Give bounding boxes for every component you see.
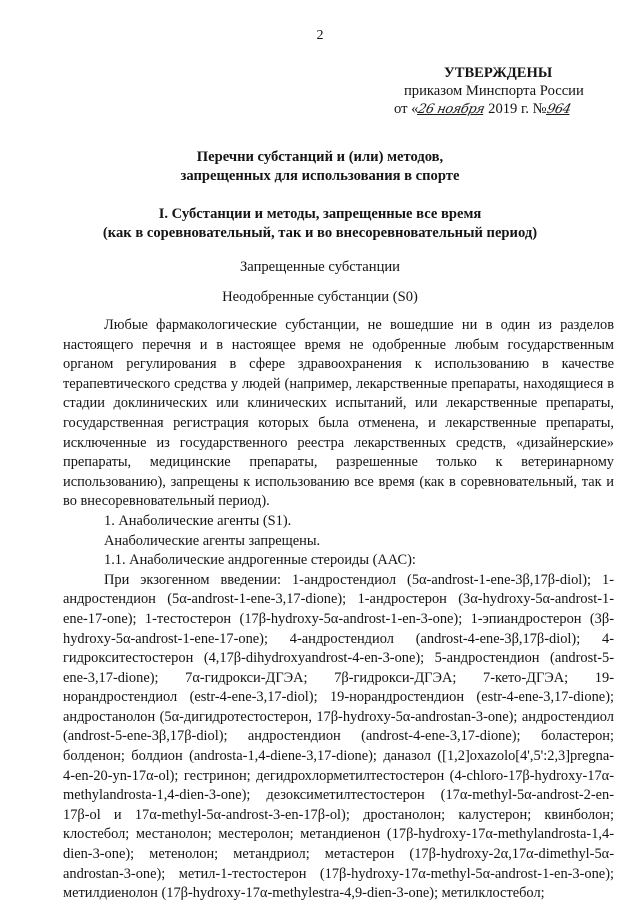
section-line-1: I. Субстанции и методы, запрещенные все время bbox=[158, 206, 482, 222]
subheading-prohibited-substances: Запрещенные субстанции bbox=[239, 259, 400, 275]
section-heading bbox=[0, 205, 640, 243]
paragraph-substance-list: При экзогенном введении: 1-андростендиол (5α-androst-1-ene-3β,17β-diol); 1-андростендион (5α-androst-1-ene-3,17-dione); 1-андростерон (3α-hydroxy-5α-androst-1-ene-17-one); 1-тестостерон (17β-hydroxy-5α-androst-1-en-3-one); 1-эпиандростерон (3β-hydroxy-5α-androst-1-ene-17-one); 4-андростендиол (androst-4-ene-3β,17β-diol); 4-гидрокситестостерон (4,17β-dihydroxyandrost-4-en-3-one); 5-андростендион (androst-5-ene-3,17-dione); 7α-гидрокси-ДГЭА; 7β-гидрокси-ДГЭА; 7-кето-ДГЭА; 19-норандростендиол (estr-4-ene-3,17-diol); 19-норандростендион (estr-4-ene-3,17-dione); андростанолон (5α-дигидротестостерон, 17β-hydroxy-5α-androstan-3-one); андростендиол (androst-5-ene-3β,17β-diol); андростендион (androst-4-ene-3,17-dione); боластерон; болденон; болдион (androsta-1,4-diene-3,17-dione); даназол ([1,2]oxazolo[4',5':2,3]pregna-4-en-20-yn-17α-ol); гестринон; дегидрохлорметилтестостерон (4-chloro-17β-hydroxy-17α-methylandrosta-1,4-dien-3-one); дезоксиметилтестостерон (17α-methyl-5α-androst-2-en-17β-ol и 17α-methyl-5α-androst-3-en-17β-ol); дростанолон; калустерон; квинболон; клостебол; местанолон; местеролон; метандиенон (17β-hydroxy-17α-methylandrosta-1,4-dien-3-one); метенолон; метандриол; метастерон (17β-hydroxy-2α,17α-dimethyl-5α-androstan-3-one); метил-1-тестостерон (17β-hydroxy-17α-methyl-5α-androst-1-en-3-one); метилдиенолон (17β-hydroxy-17α-methylestra-4,9-dien-3-one); метилклостебол; bbox=[63, 571, 614, 902]
section-line-2: (как в соревновательный, так и во внесоревновательный период) bbox=[102, 225, 538, 241]
paragraph-anabolic-agents: 1. Анаболические агенты (S1). bbox=[104, 512, 292, 529]
page-number: 2 bbox=[316, 28, 324, 43]
paragraph-intro: Любые фармакологические субстанции, не вошедшие ни в один из разделов настоящего перечня и в настоящее время не одобренные любым государственным органом регулирования в сфере здравоохранения к использованию в качестве терапевтического средства у людей (например, лекарственные препараты, находящиеся в стадии доклинических или клинических испытаний, или лекарственные препараты, государственная регистрация которых была отменена, и лекарственные препараты, исключенные из государственного реестра лекарственных средств, «дизайнерские» препараты, медицинские препараты, разрешенные только к ветеринарному использованию), запрещены к использованию все время (как в соревновательный, так и во внесоревновательный период). bbox=[63, 317, 614, 510]
date-year: 2019 г. № bbox=[488, 101, 547, 117]
approval-title: УТВЕРЖДЕНЫ bbox=[444, 65, 553, 81]
date-prefix: от « bbox=[394, 101, 419, 117]
document-heading bbox=[0, 148, 640, 186]
heading-line-1: Перечни субстанций и (или) методов, bbox=[196, 149, 444, 165]
handwritten-date: 26 ноября bbox=[416, 102, 487, 117]
approval-date-line bbox=[394, 100, 604, 119]
handwritten-number: 964 bbox=[545, 102, 572, 117]
paragraph-aas: 1.1. Анаболические андрогенные стероиды (ААС): bbox=[104, 552, 416, 569]
approval-stamp bbox=[394, 64, 604, 119]
heading-line-2: запрещенных для использования в спорте bbox=[180, 168, 460, 184]
body-text bbox=[63, 316, 614, 904]
approval-order: приказом Минспорта России bbox=[404, 83, 584, 99]
paragraph-anabolic-prohibited: Анаболические агенты запрещены. bbox=[104, 532, 321, 549]
subheading-non-approved: Неодобренные субстанции (S0) bbox=[222, 289, 418, 305]
